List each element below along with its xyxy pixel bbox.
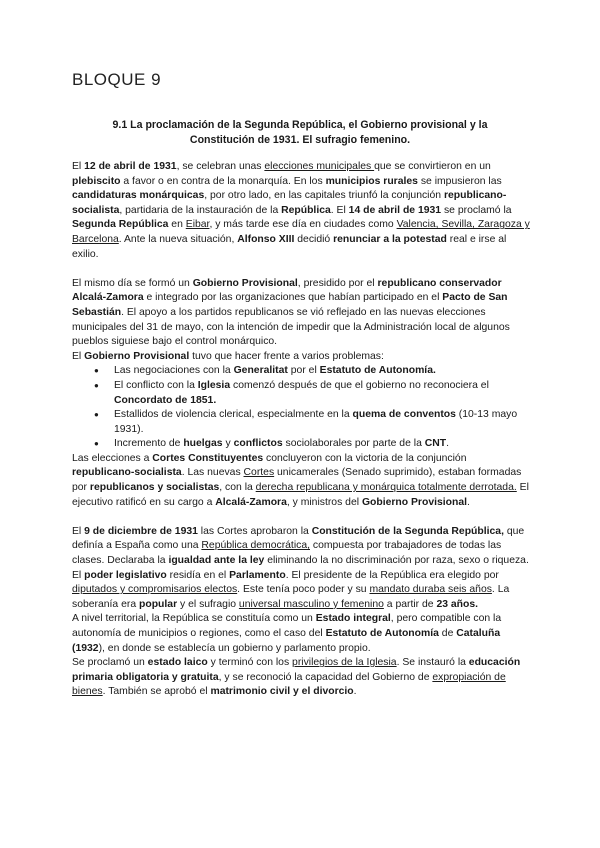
text-run: Incremento de [114,438,184,450]
text-run: El [72,569,85,581]
underlined-text: derecha republicana y monárquica totalmente derrotada. [255,482,517,494]
text-run: , se celebran unas [176,161,265,172]
text-run: decidió [294,233,334,245]
text-run: que se convirtieron en un [374,161,491,172]
bold-text: 23 años. [436,598,479,610]
bold-text: República [281,204,331,216]
bold-text: igualdad ante la ley [168,555,265,567]
underlined-text: expropiación de bienes [72,671,506,698]
underlined-text: Valencia, Sevilla, Zaragoza y Barcelona [72,219,530,245]
text-run: , partidaria de la instauración de la [119,204,282,216]
text-run: El conflicto con la [114,379,198,391]
bold-text: republicano conservador Alcalá-Zamora [72,277,502,304]
bold-text: quema de conventos [352,409,456,421]
list-item [102,379,530,408]
bold-text: candidaturas monárquicas [72,190,205,202]
bold-text: Cortes Constituyentes [152,452,264,464]
text-run: El mismo día se formó un [72,277,193,289]
page-title: BLOQUE 9 [72,70,162,89]
text-run: . [353,686,357,698]
text-run: Estallidos de violencia clerical, especialmente en la [114,409,353,421]
text-run: real e irse al exilio. [72,233,507,260]
text-run: . Este tenía poco poder y su [237,584,370,596]
underlined-text: elecciones municipales [264,161,375,172]
text-run: las Cortes aprobaron la [197,525,312,537]
text-run: residía en el [166,569,230,581]
underlined-text: mandato duraba seis años [369,584,492,596]
bold-text: Constitución de la Segunda República, [311,525,504,537]
text-run: que definía a España como una [72,525,525,552]
text-run: tuvo que hacer frente a varios problemas: [189,350,384,362]
underlined-text: Cortes [243,467,275,479]
list-item [102,364,530,379]
bold-text: 12 de abril de 1931 [84,161,177,172]
bold-text: Iglesia [197,379,231,391]
text-run: sociolaborales por parte de la [282,438,425,450]
bold-text: Alfonso XIII [237,233,295,245]
list-item [102,437,530,452]
paragraph-problems-intro [72,350,530,365]
text-run: de [438,628,457,639]
text-run: , y más tarde ese día en ciudades como [209,219,397,231]
text-run: Las elecciones a [72,452,153,464]
text-run: , y se reconoció la capacidad del Gobierno de [218,671,433,683]
section-heading: 9.1 La proclamación de la Segunda República, el Gobierno provisional y la Constitución de 1931. El sufragio femenino. [112,119,488,146]
text-run: . El presidente de la República era elegido por [285,569,499,581]
text-run: concluyeron con la victoria de la conjunción [263,452,467,464]
text-run: . Se instauró la [396,657,469,669]
text-run: y el sufragio [177,598,239,610]
text-run: se proclamó la [441,204,512,216]
text-run: e integrado por las organizaciones que habían participado en el [143,292,443,304]
paragraph-proclamation [72,160,530,262]
bold-text: Cataluña (1932 [72,628,501,654]
text-run: El [72,525,85,537]
paragraph-legislative-power [72,569,530,613]
bold-text: conflictos [233,438,283,450]
text-run: , por otro lado, en las capitales triunfó la conjunción [204,190,444,202]
underlined-text: Eibar [185,219,210,231]
text-run: , y ministros del [286,496,362,508]
text-run: eliminando la no discriminación por raza, sexo o riqueza. [264,555,529,567]
text-run: El [72,161,85,172]
text-run: . [446,438,449,450]
bold-text: popular [139,598,178,610]
bold-text: renunciar a la potestad [333,233,447,245]
text-run: . Ante la nueva situación, [118,233,238,245]
underlined-text: privilegios de la Iglesia [292,657,397,669]
text-run: . Las nuevas [181,467,244,479]
underlined-text: República democrática, [201,540,310,552]
bold-text: municipios rurales [325,175,418,187]
bold-text: Segunda República [72,219,169,231]
bold-text: Pacto de San Sebastián [72,292,508,318]
document-body [72,160,530,700]
bold-text: Concordato de 1851. [114,394,217,406]
text-run: . [467,496,470,508]
bold-text: Parlamento [229,569,286,581]
text-run: . El apoyo a los partidos republicanos se vió reflejado en las nuevas elecciones municipales del 31 de mayo, con la intención de impedir que la Administración local de algunos pueblos siguiese bajo el control monárquico. [72,306,510,348]
underlined-text: diputados y compromisarios electos [72,584,238,596]
bold-text: huelgas [183,438,223,450]
paragraph-constitution [72,525,530,569]
text-run: compuesta por trabajadores de todas las clases. Declaraba la [72,540,502,567]
bold-text: Estatuto de Autonomía. [319,365,436,377]
text-run: . También se aprobó el [102,686,211,698]
underlined-text: universal masculino y femenino [238,598,384,610]
text-run: . La soberanía era [72,584,510,610]
text-run: , presidido por el [297,277,378,289]
bold-text: educación primaria obligatoria y gratuita [72,657,521,683]
bold-text: republicano-socialista [72,467,182,479]
text-run: A nivel territorial, la República se constituía como un [72,613,316,625]
bold-text: 14 de abril de 1931 [348,204,442,216]
text-run: , pero compatible con la autonomía de municipios o regiones, como el caso del [72,613,502,639]
bold-text: Gobierno Provisional [84,350,190,362]
text-run: a partir de [383,598,437,610]
text-run: en [168,219,186,231]
bold-text: poder legislativo [84,569,167,581]
bold-text: matrimonio civil y el divorcio [210,686,354,698]
bold-text: Gobierno Provisional [192,277,298,289]
paragraph-provisional-government [72,277,530,350]
paragraph-constituent-cortes [72,452,530,510]
bold-text: plebiscito [72,175,121,187]
bold-text: Estado integral [315,613,391,625]
bold-text: Alcalá-Zamora [215,496,287,508]
text-run: unicamerales (Senado suprimido), estaban formadas por [72,467,522,494]
text-run: comenzó después de que el gobierno no reconociera el [230,379,489,391]
bold-text: Gobierno Provisional [361,496,468,508]
text-run: a favor o en contra de la monarquía. En los [120,175,326,187]
text-run: El [72,350,85,362]
problems-list [72,364,530,452]
bold-text: republicano-socialista [72,190,507,216]
bold-text: republicanos y socialistas [89,482,220,494]
text-run: por el [287,365,320,377]
paragraph-secular-state [72,656,530,700]
text-run: ), en donde se establecía un gobierno y parlamento propio. [98,642,371,654]
text-run: (10-13 mayo 1931). [114,409,518,435]
text-run: , con la [219,482,256,494]
bold-text: Generalitat [233,365,288,377]
text-run: Se proclamó un [72,657,148,669]
paragraph-territorial [72,612,530,656]
text-run: Las negociaciones con la [114,365,234,377]
list-item [102,408,530,437]
text-run: se impusieron las [417,175,502,187]
text-run: y terminó con los [207,657,293,669]
text-run: . El [330,204,349,216]
bold-text: CNT [424,438,447,450]
bold-text: Estatuto de Autonomía [325,628,439,639]
bold-text: 9 de diciembre de 1931 [84,525,198,537]
bold-text: estado laico [147,657,208,669]
text-run: El ejecutivo ratificó en su cargo a [72,482,529,508]
text-run: y [222,438,234,450]
